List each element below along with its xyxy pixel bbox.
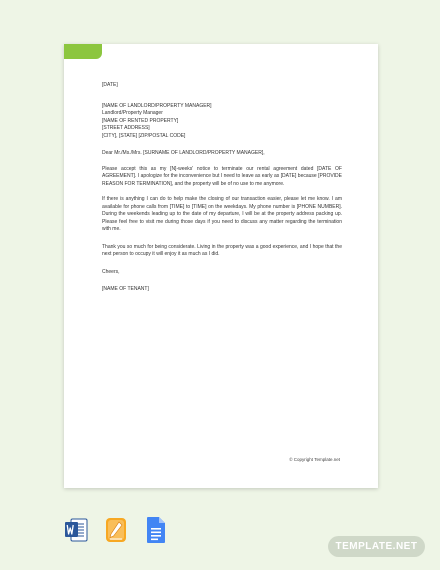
- recipient-block: [102, 103, 342, 141]
- letter-date: [DATE]: [102, 82, 118, 88]
- word-icon[interactable]: [64, 516, 88, 544]
- pages-icon[interactable]: [104, 516, 128, 544]
- brand-badge[interactable]: TEMPLATE.NET: [328, 536, 425, 557]
- body-paragraph: If there is anything I can do to help make the closing of our transaction easier, please let me know. I am available for phone calls from [TIME] to [TIME] on the weekdays. My phone number is [PHONE NUMBER]. During the weekends leading up to the date of my departure, I will be at the property address packing up. Please feel free to visit me during those days if you need to discuss any matter regarding the termination with me.: [102, 196, 342, 232]
- salutation: Dear Mr./Ms./Mrs. [SURNAME OF LANDLORD/PROPERTY MANAGER],: [102, 150, 265, 156]
- recipient-line: [NAME OF LANDLORD/PROPERTY MANAGER]: [102, 102, 212, 109]
- letter-body: [102, 82, 342, 294]
- recipient-line: [CITY], [STATE] [ZIP/POSTAL CODE]: [102, 132, 186, 139]
- signature: [NAME OF TENANT]: [102, 286, 149, 292]
- recipient-line: [STREET ADDRESS]: [102, 125, 150, 131]
- google-docs-icon[interactable]: [144, 516, 168, 544]
- closing: Cheers,: [102, 268, 120, 275]
- letter-page: [64, 44, 378, 488]
- copyright-notice: © Copyright Template.net: [289, 457, 340, 462]
- recipient-line: Landlord/Property Manager: [102, 110, 163, 116]
- body-paragraph: Please accept this as my [N]-weeks' notice to terminate our rental agreement dated [DATE OF AGREEMENT]. I apologize for the inconvenience but I need to leave as early as [DATE] because [PROVIDE REASON FOR TERMINATION], and the property will be of no use to me anymore.: [102, 165, 342, 187]
- body-paragraph: Thank you so much for being considerate. Living in the property was a good experience, and I hope that the next person to occupy it will enjoy it as much as I did.: [102, 243, 342, 257]
- corner-tab: [64, 44, 102, 59]
- recipient-line: [NAME OF RENTED PROPERTY]: [102, 117, 179, 124]
